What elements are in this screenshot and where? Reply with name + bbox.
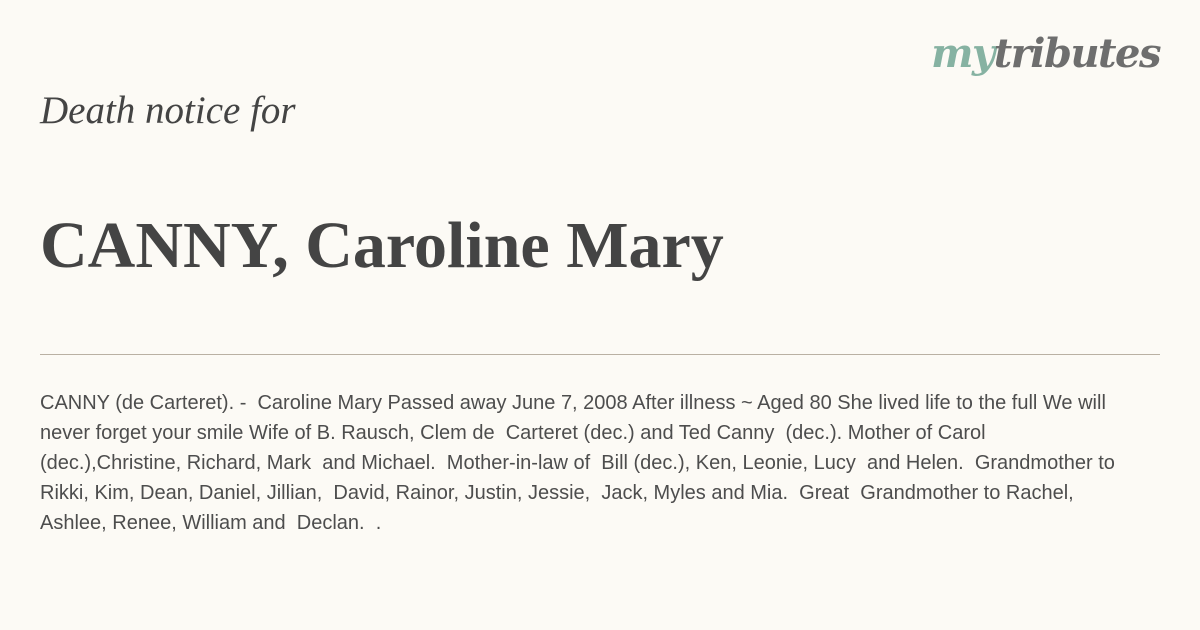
- death-notice-label: Death notice for: [40, 89, 296, 132]
- logo-part-my: my: [931, 30, 994, 77]
- deceased-name: CANNY, Caroline Mary: [40, 209, 724, 282]
- mytributes-logo[interactable]: [931, 30, 1160, 77]
- notice-body: CANNY (de Carteret). - Caroline Mary Passed away June 7, 2008 After illness ~ Aged 80 She lived life to the full We will never forget your smile Wife of B. Rausch, Clem de Carteret (dec.) and Ted Canny (dec.). Mother of Carol (dec.),Christine, Richard, Mark and Michael. Mother-in-law of Bill (dec.), Ken, Leonie, Lucy and Helen. Grandmother to Rikki, Kim, Dean, Daniel, Jillian, David, Rainor, Justin, Jessie, Jack, Myles and Mia. Great Grandmother to Rachel, Ashlee, Renee, William and Declan. .: [40, 392, 1127, 534]
- divider: [40, 354, 1160, 355]
- logo-part-tributes: tributes: [993, 30, 1160, 77]
